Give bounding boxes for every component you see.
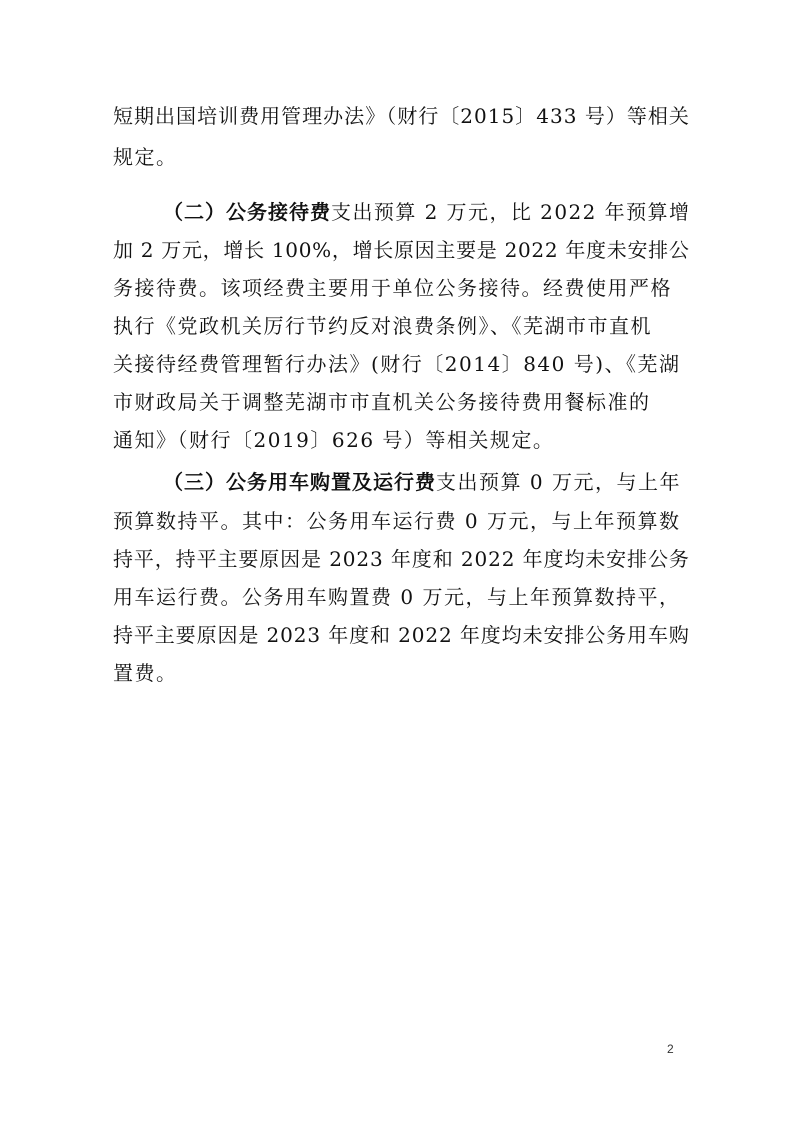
paragraph-line: 短期出国培训费用管理办法》（财行〔2015〕433 号）等相关 (113, 104, 690, 128)
paragraph-line: 务接待费。该项经费主要用于单位公务接待。经费使用严格 (113, 276, 672, 300)
paragraph-line: 执行《党政机关厉行节约反对浪费条例》、《芜湖市市直机 (113, 314, 652, 338)
section-2-first-line-text: 支出预算 2 万元，比 2022 年预算增 (331, 200, 691, 224)
paragraph-line: 规定。 (113, 145, 178, 169)
paragraph-line: 预算数持平。其中：公务用车运行费 0 万元，与上年预算数 (113, 509, 681, 533)
page-number: 2 (667, 1042, 674, 1056)
paragraph-line: 市财政局关于调整芜湖市市直机关公务接待费用餐标准的 (113, 390, 651, 414)
section-3-heading: （三）公务用车购置及运行费 (163, 470, 436, 494)
paragraph-line: 关接待经费管理暂行办法》(财行〔2014〕840 号)、《芜湖 (113, 352, 681, 376)
paragraph-line: 通知》（财行〔2019〕626 号）等相关规定。 (113, 428, 555, 452)
paragraph-line: 持平主要原因是 2023 年度和 2022 年度均未安排公务用车购 (113, 623, 690, 647)
section-3-first-line-text: 支出预算 0 万元，与上年 (436, 470, 681, 494)
paragraph-line: 持平，持平主要原因是 2023 年度和 2022 年度均未安排公务 (113, 547, 690, 571)
section-2-first-line (163, 198, 690, 226)
paragraph-line: 加 2 万元，增长 100%，增长原因主要是 2022 年度未安排公 (113, 238, 690, 262)
paragraph-line: 用车运行费。公务用车购置费 0 万元，与上年预算数持平， (113, 585, 681, 609)
section-2-heading: （二）公务接待费 (163, 200, 331, 224)
section-3-first-line (163, 468, 681, 496)
paragraph-line: 置费。 (113, 661, 178, 685)
